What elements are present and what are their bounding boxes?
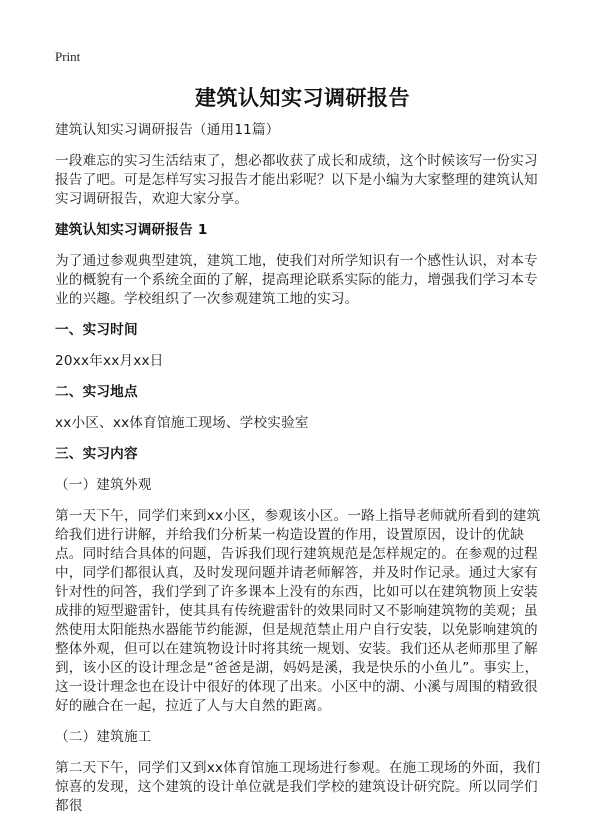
subsection-content-construction: 第二天下午，同学们又到xx体育馆施工现场进行参观。在施工现场的外面，我们惊喜的发现，这个建筑的设计单位就是我们学校的建筑设计研究院。所以同学们都很	[55, 760, 541, 814]
document-title: 建筑认知实习调研报告	[195, 86, 410, 110]
intro-paragraph: 一段难忘的实习生活结束了，想必都收获了成长和成绩，这个时候该写一份实习报告了吧。可是怎样写实习报告才能出彩呢？以下是小编为大家整理的建筑认知实习调研报告，欢迎大家分享。	[55, 153, 538, 207]
purpose-paragraph: 为了通过参观典型建筑，建筑工地，使我们对所学知识有一个感性认识，对本专业的概貌有一个系统全面的了解，提高理论联系实际的能力，增强我们学习本专业的兴趣。学校组织了一次参观建筑工地的实习。	[55, 253, 538, 307]
subsection-heading-exterior: （一）建筑外观	[55, 477, 152, 493]
report-1-heading: 建筑认知实习调研报告 1	[55, 222, 208, 238]
section-content-location: xx小区、xx体育馆施工现场、学校实验室	[55, 415, 309, 431]
section-heading-content: 三、实习内容	[55, 446, 138, 462]
section-heading-location: 二、实习地点	[55, 384, 138, 400]
subsection-content-exterior: 第一天下午，同学们来到xx小区，参观该小区。一路上指导老师就所看到的建筑给我们进行讲解，并给我们分析某一构造设置的作用，设置原因，设计的优缺点。同时结合具体的问题，告诉我们现行建筑规范是怎样规定的。在参观的过程中，同学们都很认真，及时发现问题并请老师解答，并及时作记录。通过大家有针对性的问答，我们学到了许多课本上没有的东西，比如可以在建筑物顶上安装成排的短型避雷针，使其具有传统避雷针的效果同时又不影响建筑物的美观；虽然使用太阳能热水器能节约能源，但是规范禁止用户自行安装，以免影响建筑的整体外观，但可以在建筑物设计时将其统一规划、安装。我们还从老师那里了解到，该小区的设计理念是“爸爸是湖，妈妈是溪，我是快乐的小鱼儿”。事实上，这一设计理念也在设计中很好的体现了出来。小区中的湖、小溪与周围的精致很好的融合在一起，拉近了人与大自然的距离。	[55, 508, 541, 714]
section-heading-time: 一、实习时间	[55, 322, 138, 338]
document-subtitle: 建筑认知实习调研报告（通用11篇）	[55, 122, 280, 138]
subsection-heading-construction: （二）建筑施工	[55, 729, 152, 745]
section-content-time: 20xx年xx月xx日	[55, 353, 164, 369]
document-page	[55, 46, 550, 816]
print-link[interactable]: Print	[55, 49, 81, 64]
